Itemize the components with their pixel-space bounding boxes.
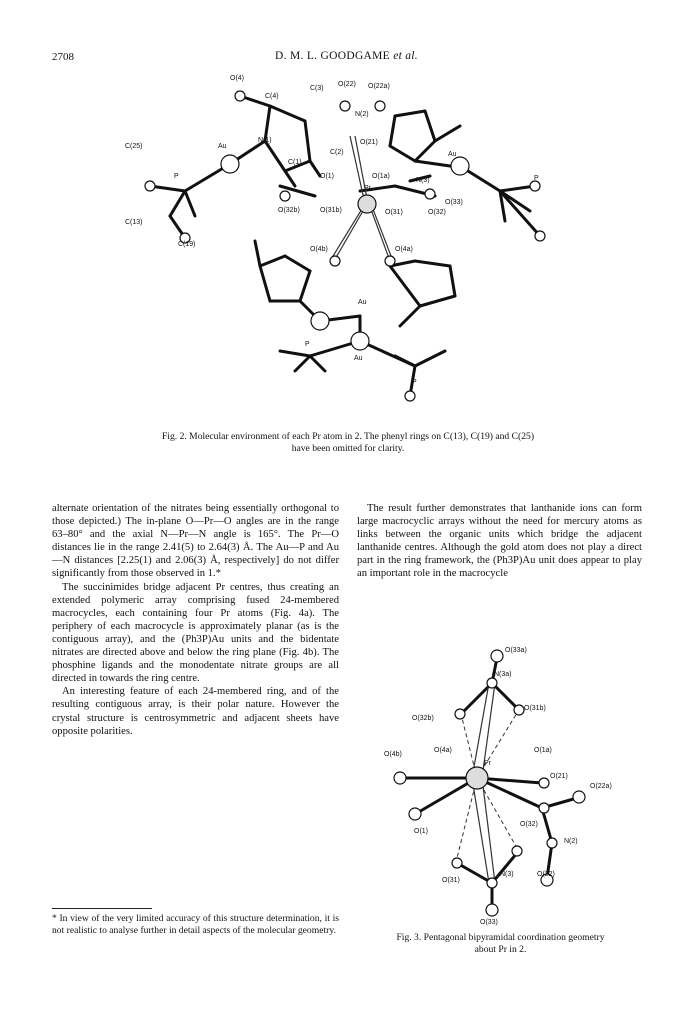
footnote-rule xyxy=(52,908,152,909)
label: Au xyxy=(448,151,457,158)
label: O(22) xyxy=(338,81,356,88)
label: P xyxy=(305,341,310,348)
left-column xyxy=(52,502,339,738)
label: O(22) xyxy=(537,871,555,878)
label: O(31b) xyxy=(320,207,342,214)
label: O(4a) xyxy=(434,747,452,754)
label: Pr xyxy=(364,185,371,192)
label: Au xyxy=(358,299,367,306)
paragraph: alternate orientation of the nitrates being essentially orthogonal to those depicted.) The in-plane O—Pr—O angles are in the range 63–80° and the axial N—Pr—N angle is 165°. The Pr—O distances lie in the range 2.41(5) to 2.64(3) Å. The Au—P and Au—N distances [2.25(1) and 2.06(3) Å, respectively] do not differ significantly from those observed in 1.* xyxy=(52,503,339,580)
label: D. M. L. GOODGAME xyxy=(275,50,390,62)
label: C(13) xyxy=(125,219,143,226)
label: O(1a) xyxy=(372,173,390,180)
label: O(21) xyxy=(550,773,568,780)
label: N(2) xyxy=(564,838,578,845)
label: about Pr in 2. xyxy=(474,944,527,955)
figure-3-coordination-diagram xyxy=(372,638,642,928)
label: O(21) xyxy=(360,139,378,146)
label: Fig. 2. Molecular environment of each Pr atom in 2. The phenyl rings on C(13), C(19) and C(25) xyxy=(161,431,535,442)
label: N(1) xyxy=(258,137,272,144)
label: C(2) xyxy=(330,149,344,156)
label: O(22a) xyxy=(368,83,390,90)
label: P xyxy=(534,175,539,182)
label: Au xyxy=(354,355,363,362)
running-title xyxy=(0,50,693,62)
label: Fig. 3. Pentagonal bipyramidal coordination geometry xyxy=(396,932,605,943)
label: N(3) xyxy=(500,871,514,878)
label: O(1) xyxy=(320,173,334,180)
label: O(33a) xyxy=(505,647,527,654)
label: P xyxy=(174,173,179,180)
figure-2-caption xyxy=(90,431,606,455)
label: N(3a) xyxy=(494,671,512,678)
label: O(4a) xyxy=(395,246,413,253)
label: O(32b) xyxy=(278,207,300,214)
label: N(3) xyxy=(416,177,430,184)
figure-3-caption xyxy=(357,932,644,956)
page-number: 2708 xyxy=(52,51,74,63)
label: Au xyxy=(218,143,227,150)
fig2-label: O(4) xyxy=(230,75,244,82)
label: C(25) xyxy=(125,143,143,150)
right-column xyxy=(357,502,642,581)
label: N(2) xyxy=(355,111,369,118)
label: O(32b) xyxy=(412,715,434,722)
footnote: * In view of the very limited accuracy of this structure determination, it is not realistic to analyse further in detail aspects of the molecular geometry. xyxy=(52,913,339,936)
label: have been omitted for clarity. xyxy=(291,443,405,454)
paragraph: The result further demonstrates that lanthanide ions can form large macrocyclic arrays without the need for mercury atoms as links between the organic units which bridge the adjacent lanthanide centres. Although the gold atom does not play a direct part in the ring framework, the (Ph3P)Au unit does appear to play an important role in the macrocycle xyxy=(357,503,642,580)
figure-2-molecular-diagram xyxy=(110,66,580,426)
label: O(33) xyxy=(445,199,463,206)
label: O(33) xyxy=(480,919,498,926)
label: C(1) xyxy=(288,159,302,166)
label: O(4b) xyxy=(310,246,328,253)
label: O(32) xyxy=(520,821,538,828)
label: O(4b) xyxy=(384,751,402,758)
label: O(1) xyxy=(414,828,428,835)
label: O(32) xyxy=(428,209,446,216)
label: P xyxy=(412,379,417,386)
label: O(31) xyxy=(385,209,403,216)
label: O(31b) xyxy=(524,705,546,712)
label: C(19) xyxy=(178,241,196,248)
label: O(1a) xyxy=(534,747,552,754)
paragraph: The succinimides bridge adjacent Pr centres, thus creating an extended polymeric array comprising fused 24-membered macrocycles, each containing four Pr atoms (Fig. 4a). The periphery of each macrocycle is approximately planar (as is the contiguous array), and the (Ph3P)Au units and the bidentate nitrates are directed above and below the ring plane (Fig. 4b). The phosphine ligands and the monodentate nitrate groups are all directed in towards the ring centre. xyxy=(52,581,339,685)
label: O(31) xyxy=(442,877,460,884)
label: Pr xyxy=(484,760,491,767)
label: O(22a) xyxy=(590,783,612,790)
label: C(4) xyxy=(265,93,279,100)
paragraph: An interesting feature of each 24-membered ring, and of the resulting contiguous array, is their polar nature. However the crystal structure is centrosymmetric and adjacent sheets have opposite polarities. xyxy=(52,686,339,737)
label: et al. xyxy=(393,50,418,62)
label: C(3) xyxy=(310,85,324,92)
